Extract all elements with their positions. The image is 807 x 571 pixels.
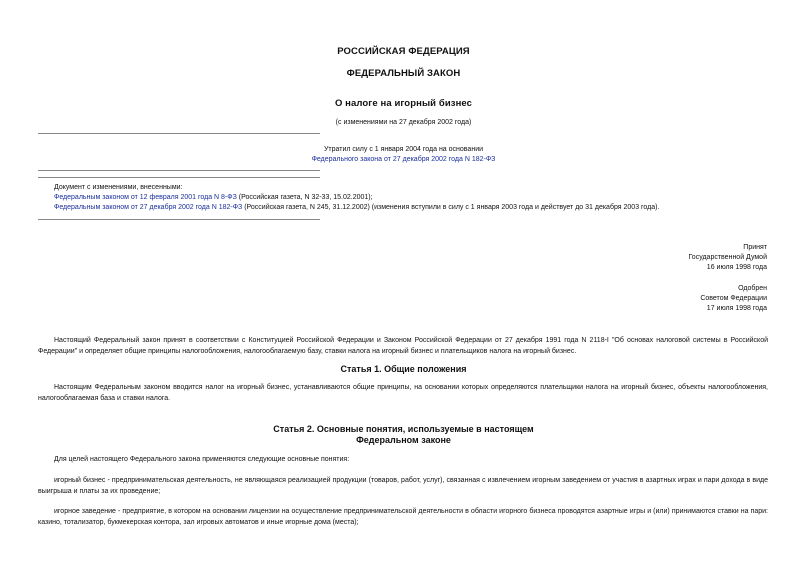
divider	[38, 177, 320, 178]
article-1-title: Статья 1. Общие положения	[340, 364, 467, 374]
divider	[38, 133, 320, 134]
approved-block	[700, 284, 767, 314]
law-type-heading: ФЕДЕРАЛЬНЫЙ ЗАКОН	[346, 68, 461, 79]
divider	[38, 170, 320, 171]
amending-law-link-2[interactable]: Федеральным законом от 27 декабря 2002 года N 182-ФЗ	[54, 204, 243, 211]
article-1-text: Настоящим Федеральным законом вводится налог на игорный бизнес, устанавливаются общие принципы, на основании которых определяются плательщики налога на игорный бизнес, объекты налогообложения, налогооблагаемая база и ставки налога.	[38, 384, 768, 402]
adopted-label: Принят	[743, 244, 767, 251]
repeal-note: Утратил силу с 1 января 2004 года на основании	[323, 146, 484, 153]
article-2-paragraph-1: Для целей настоящего Федерального закона применяются следующие основные понятия:	[54, 456, 350, 463]
changes-label: Документ с изменениями, внесенными:	[54, 184, 183, 191]
article-2-paragraph-2: игорный бизнес - предпринимательская деятельность, не являющаяся реализацией продукции (товаров, работ, услуг), связанная с извлечением игорным заведением от участия в азартных играх и пари дохода в виде выигрыша и платы за их проведение;	[38, 477, 768, 495]
article-2-title-line-2: Федеральном законе	[356, 435, 451, 445]
amendment-note: (с изменениями на 27 декабря 2002 года)	[335, 119, 472, 126]
adopted-block	[688, 243, 767, 273]
changes-item-2	[54, 203, 774, 213]
amending-law-source-2: (Российская газета, N 245, 31.12.2002) (изменения вступили в силу с 1 января 2003 года и действует до 31 декабря 2003 года).	[242, 204, 660, 211]
federation-heading: РОССИЙСКАЯ ФЕДЕРАЦИЯ	[337, 46, 470, 57]
amending-law-link-1[interactable]: Федеральным законом от 12 февраля 2001 года N 8-ФЗ	[54, 194, 237, 201]
adopted-date: 16 июля 1998 года	[706, 264, 767, 271]
approved-date: 17 июля 1998 года	[706, 305, 767, 312]
amending-law-source-1: (Российская газета, N 32-33, 15.02.2001);	[236, 194, 373, 201]
document-title: О налоге на игорный бизнес	[334, 98, 473, 109]
adopted-body: Государственной Думой	[688, 254, 767, 261]
article-2-title-line-1: Статья 2. Основные понятия, используемые в настоящем	[273, 424, 534, 434]
intro-paragraph: Настоящий Федеральный закон принят в соответствии с Конституцией Российской Федерации и Законом Российской Федерации от 27 декабря 1991 года N 2118-I "Об основах налоговой системы в Российской Федерации" и определяет общие принципы налогообложения, налогооблагаемую базу, ставки налога на игорный бизнес и плательщиков налога на игорный бизнес.	[38, 337, 768, 355]
changes-block	[54, 183, 774, 213]
approved-body: Советом Федерации	[700, 295, 767, 302]
changes-item-1	[54, 193, 774, 203]
repeal-law-link[interactable]: Федерального закона от 27 декабря 2002 года N 182-ФЗ	[311, 156, 496, 163]
divider	[38, 219, 320, 220]
article-2-paragraph-3: игорное заведение - предприятие, в котором на основании лицензии на осуществление предпринимательской деятельности в области игорного бизнеса проводятся азартные игры и (или) принимаются ставки на пари: казино, тотализатор, букмекерская контора, зал игровых автоматов и иные игорные дома (места);	[38, 508, 768, 526]
approved-label: Одобрен	[738, 285, 767, 292]
